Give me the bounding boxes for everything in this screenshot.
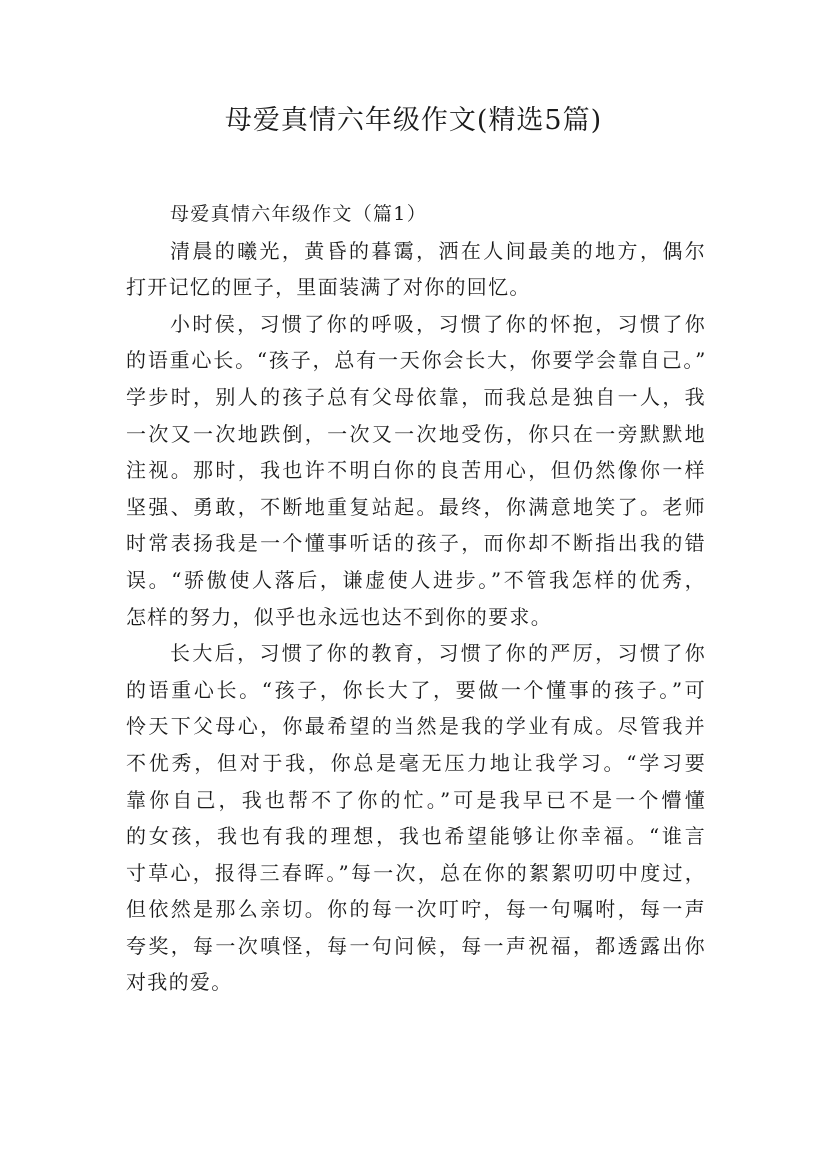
text-line: 靠你自己，我也帮不了你的忙。”可是我早已不是一个懵懂 — [126, 787, 706, 812]
text-line: 夸奖，每一次嗔怪，每一句问候，每一声祝福，都透露出你 — [126, 933, 706, 958]
document-title: 母爱真情六年级作文(精选5篇) — [224, 105, 603, 136]
text-line: 但依然是那么亲切。你的每一次叮咛，每一句嘱咐，每一声 — [126, 897, 706, 922]
text-line: 误。“骄傲使人落后，谦虚使人进步。”不管我怎样的优秀， — [126, 567, 706, 592]
text-line: 的语重心长。“孩子，总有一天你会长大，你要学会靠自己。” — [126, 348, 706, 373]
text-line: 打开记忆的匣子，里面装满了对你的回忆。 — [126, 275, 531, 300]
text-line: 小时侯，习惯了你的呼吸，习惯了你的怀抱，习惯了你 — [170, 311, 706, 336]
text-line: 学步时，别人的孩子总有父母依靠，而我总是独自一人，我 — [126, 384, 706, 409]
text-line: 寸草心，报得三春晖。”每一次，总在你的絮絮叨叨中度过， — [126, 860, 706, 885]
text-line: 不优秀，但对于我，你总是毫无压力地让我学习。“学习要 — [126, 750, 706, 775]
text-line: 长大后，习惯了你的教育，习惯了你的严厉，习惯了你 — [170, 641, 706, 666]
text-line: 清晨的曦光，黄昏的暮霭，洒在人间最美的地方，偶尔 — [170, 238, 706, 263]
text-line: 怜天下父母心，你最希望的当然是我的学业有成。尽管我并 — [126, 714, 706, 739]
document-body — [126, 196, 706, 1001]
text-line: 对我的爱。 — [126, 970, 233, 995]
text-line: 的语重心长。“孩子，你长大了，要做一个懂事的孩子。”可 — [126, 677, 706, 702]
text-line: 的女孩，我也有我的理想，我也希望能够让你幸福。“谁言 — [126, 824, 706, 849]
text-line: 注视。那时，我也许不明白你的良苦用心，但仍然像你一样 — [126, 458, 706, 483]
section-heading: 母爱真情六年级作文（篇1） — [170, 203, 427, 225]
text-line: 时常表扬我是一个懂事听话的孩子，而你却不断指出我的错 — [126, 531, 706, 556]
text-line: 一次又一次地跌倒，一次又一次地受伤，你只在一旁默默地 — [126, 421, 706, 446]
text-line: 怎样的努力，似乎也永远也达不到你的要求。 — [126, 604, 552, 629]
text-line: 坚强、勇敢，不断地重复站起。最终，你满意地笑了。老师 — [126, 494, 706, 519]
